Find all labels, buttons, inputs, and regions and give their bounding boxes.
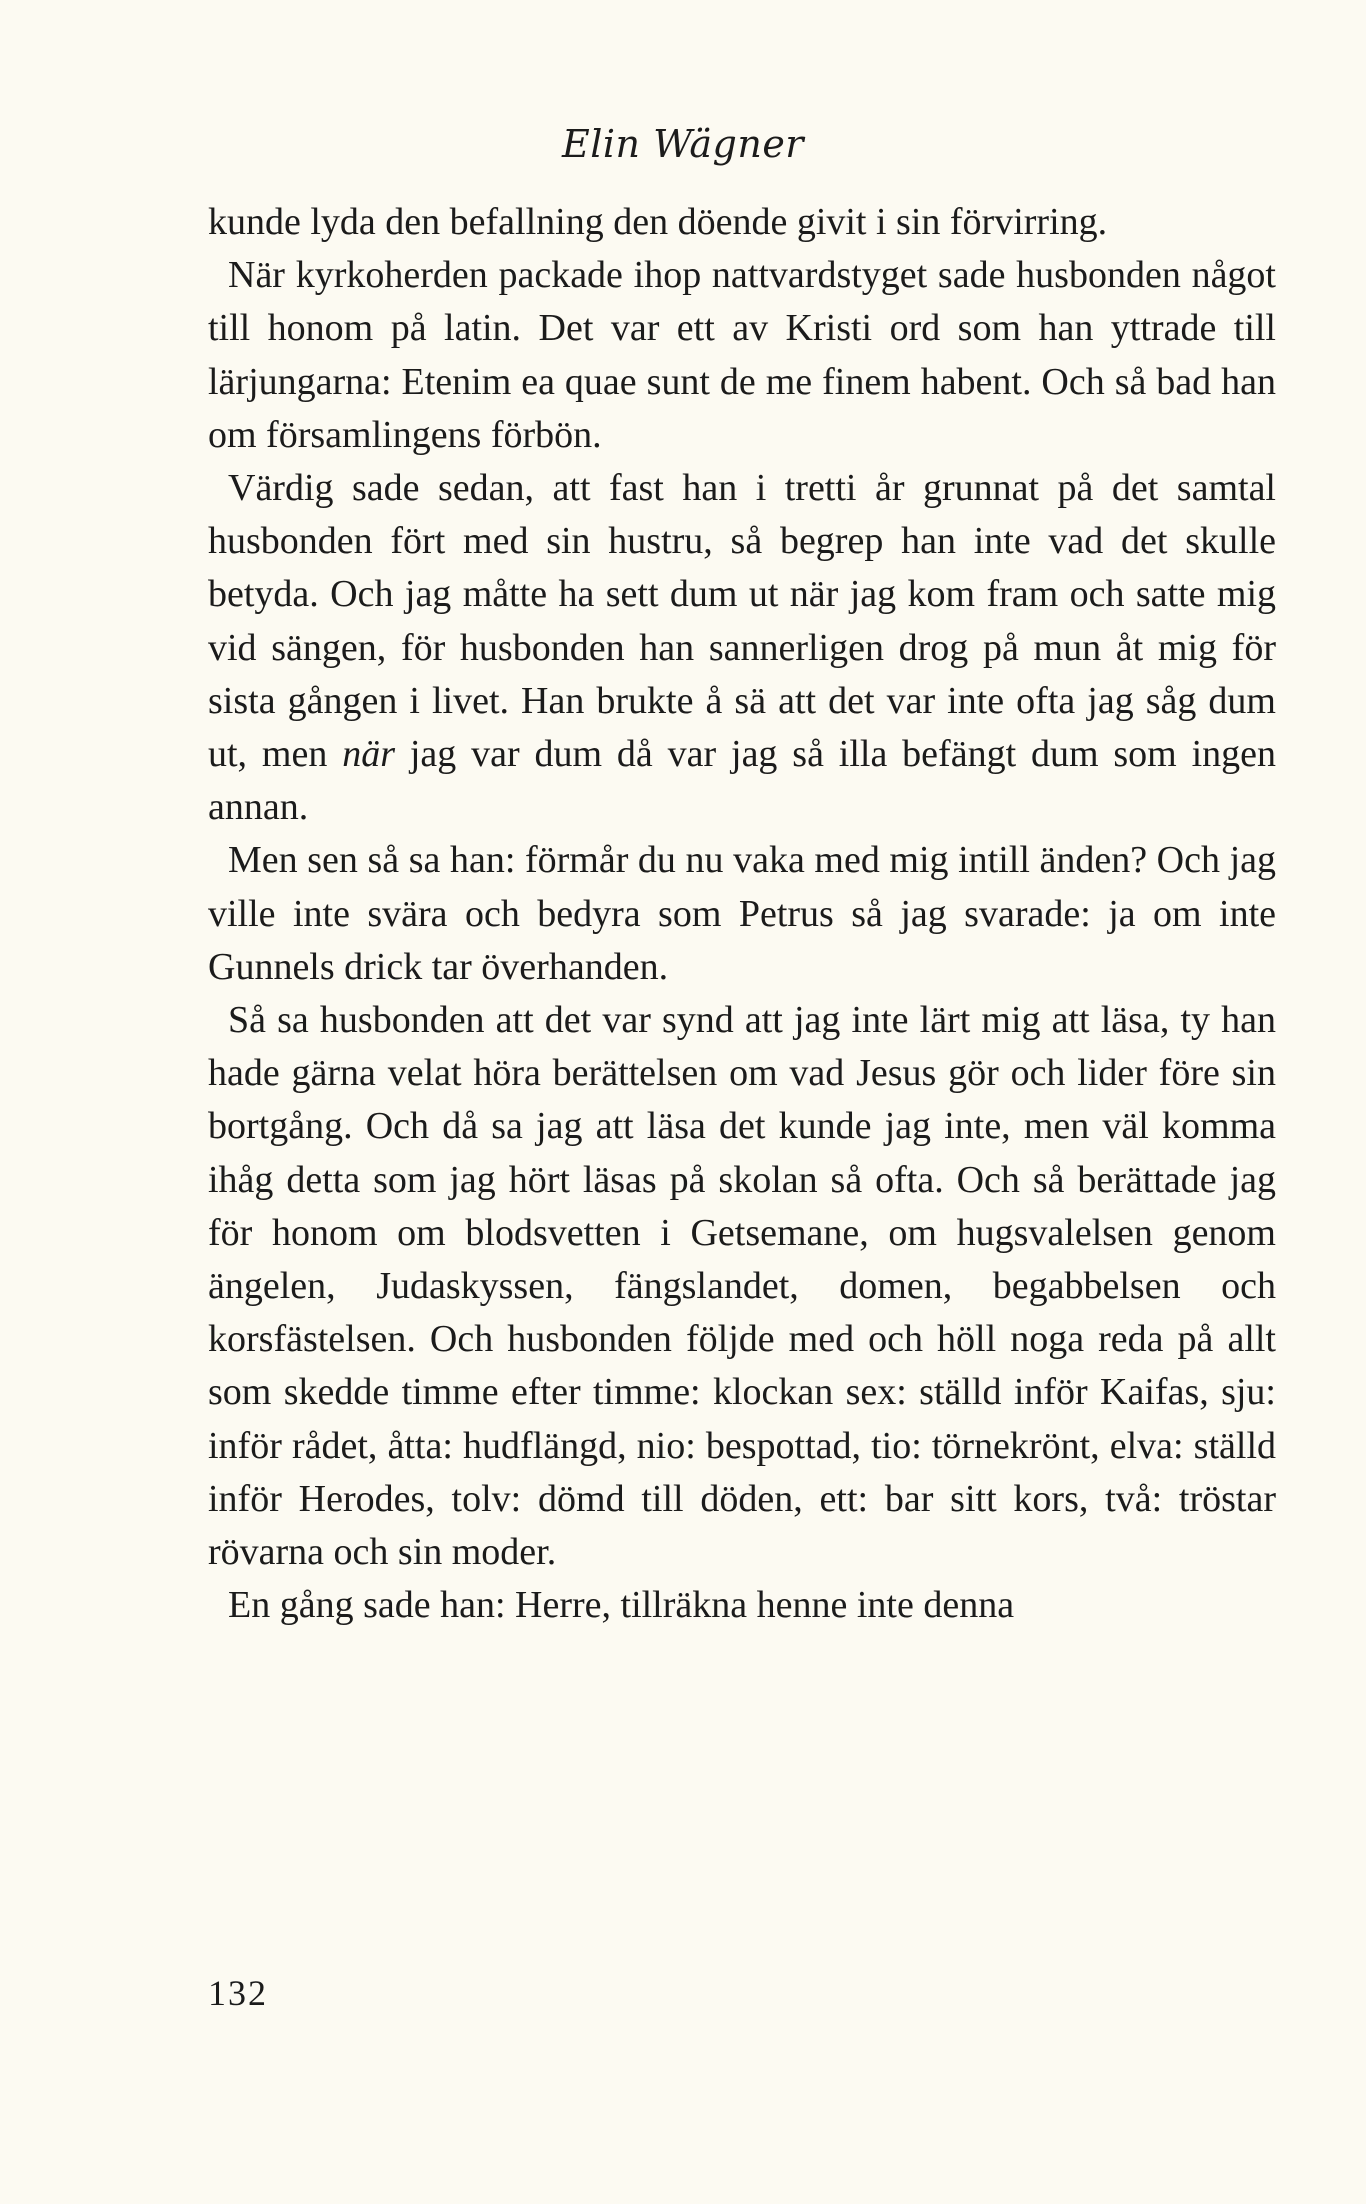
paragraph-3-part-b: jag var dum då var jag så illa befängt dum som ingen annan.: [208, 733, 1277, 829]
body-text: [208, 196, 1276, 1632]
paragraph-3-part-a: Värdig sade sedan, att fast han i tretti år grunnat på det samtal husbonden fört med sin hustru, så begrep han inte vad det skulle betyda. Och jag måtte ha sett dum ut när jag kom fram och satte mig vid sängen, för husbonden han sannerligen drog på mun åt mig för sista gången i livet. Han brukte å sä att det var inte ofta jag såg dum ut, men: [208, 467, 1276, 776]
paragraph-6: En gång sade han: Herre, tillräkna henne inte denna: [228, 1584, 1015, 1627]
paragraph-4: Men sen så sa han: förmår du nu vaka med mig intill änden? Och jag ville inte svära och bedyra som Petrus så jag svarade: ja om inte Gunnels drick tar överhanden.: [208, 839, 1276, 988]
paragraph-3: [208, 462, 1276, 834]
paragraph-1: kunde lyda den befallning den döende givit i sin förvirring.: [208, 201, 1108, 243]
paragraph-2: När kyrkoherden packade ihop nattvardstyget sade husbonden något till honom på latin. Det var ett av Kristi ord som han yttrade till lärjungarna: Etenim ea quae sunt de me finem habent. Och så bad han om församlingens förbön.: [208, 254, 1276, 456]
running-head-author: Elin Wägner: [562, 122, 804, 166]
paragraph-5: Så sa husbonden att det var synd att jag inte lärt mig att läsa, ty han hade gärna velat höra berättelsen om vad Jesus gör och lider före sin bortgång. Och då sa jag att läsa det kunde jag inte, men väl komma ihåg detta som jag hört läsas på skolan så ofta. Och så berättade jag för honom om blodsvetten i Getsemane, om hugsvalelsen genom ängelen, Judaskyssen, fängslandet, domen, begabbelsen och korsfästelsen. Och husbonden följde med och höll noga reda på allt som skedde timme efter timme: klockan sex: ställd inför Kaifas, sju: inför rådet, åtta: hudflängd, nio: bespottad, tio: törnekrönt, elva: ställd inför Herodes, tolv: dömd till döden, ett: bar sitt kors, två: tröstar rövarna och sin moder.: [208, 999, 1276, 1574]
page-number: 132: [208, 1973, 268, 2013]
emphasis-nar: när: [342, 733, 395, 776]
